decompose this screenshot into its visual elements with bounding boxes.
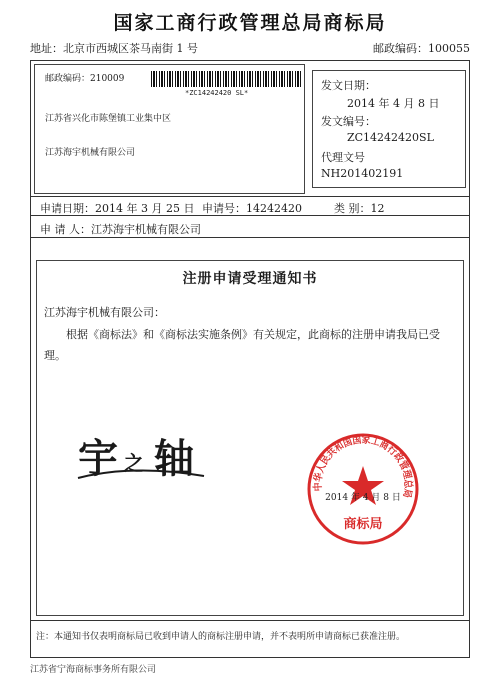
trademark-char-mid: 之 (124, 451, 144, 475)
seal-center-text: 商标局 (343, 517, 383, 532)
recipient-company: 江苏海宇机械有限公司 (45, 148, 136, 158)
agent-ref: NH201402191 (321, 167, 404, 180)
office-title: 国家工商行政管理总局商标局 (113, 12, 387, 34)
trademark-logo (74, 428, 214, 486)
barcode-text: *ZC14242420 SL* (185, 89, 249, 97)
notice-date: 2014 年 4 月 8 日 (325, 493, 401, 503)
footnote (30, 620, 470, 642)
agent-ref-label: 代理文号 (321, 151, 365, 164)
footnote-text: 注：本通知书仅表明商标局已收到申请人的商标注册申请，并不表明所申请商标已获准注册。 (36, 632, 406, 642)
trademark-char-right: 轴 (154, 436, 194, 482)
recipient-postcode: 邮政编码：210009 (45, 74, 125, 84)
applicant: 申 请 人：江苏海宇机械有限公司 (40, 223, 201, 236)
seal-ring-text: 中华人民共和国国家工商行政管理总局 (312, 434, 414, 500)
office-address-line (30, 40, 470, 58)
office-postcode: 邮政编码：100055 (373, 42, 470, 55)
trademark-char-left: 宇 (78, 436, 118, 482)
agent-name: 江苏省宁海商标事务所有限公司 (30, 665, 157, 675)
mail-label (34, 64, 305, 194)
application-row (30, 196, 470, 216)
issue-date-label: 发文日期： (321, 79, 376, 92)
recipient-address: 江苏省兴化市陈堡镇工业集中区 (45, 114, 172, 124)
office-address: 地址：北京市西城区茶马南街 1 号 (30, 42, 198, 55)
barcode (151, 71, 301, 87)
applicant-row (30, 218, 470, 238)
issue-no-label: 发文编号： (321, 115, 376, 128)
issue-date: 2014 年 4 月 8 日 (347, 97, 440, 110)
notice-salutation: 江苏海宇机械有限公司： (44, 306, 165, 319)
issue-info-box (312, 70, 466, 188)
notice-title: 注册申请受理通知书 (182, 271, 318, 287)
application-date: 申请日期：2014 年 3 月 25 日 (40, 202, 195, 215)
application-number: 申请号：14242420 (202, 202, 302, 215)
notice-body: 根据《商标法》和《商标法实施条例》有关规定，此商标的注册申请我局已受理。 (44, 328, 440, 362)
application-class: 类 别：12 (334, 202, 385, 215)
issue-no: ZC14242420SL (347, 131, 434, 144)
official-seal (304, 430, 422, 548)
